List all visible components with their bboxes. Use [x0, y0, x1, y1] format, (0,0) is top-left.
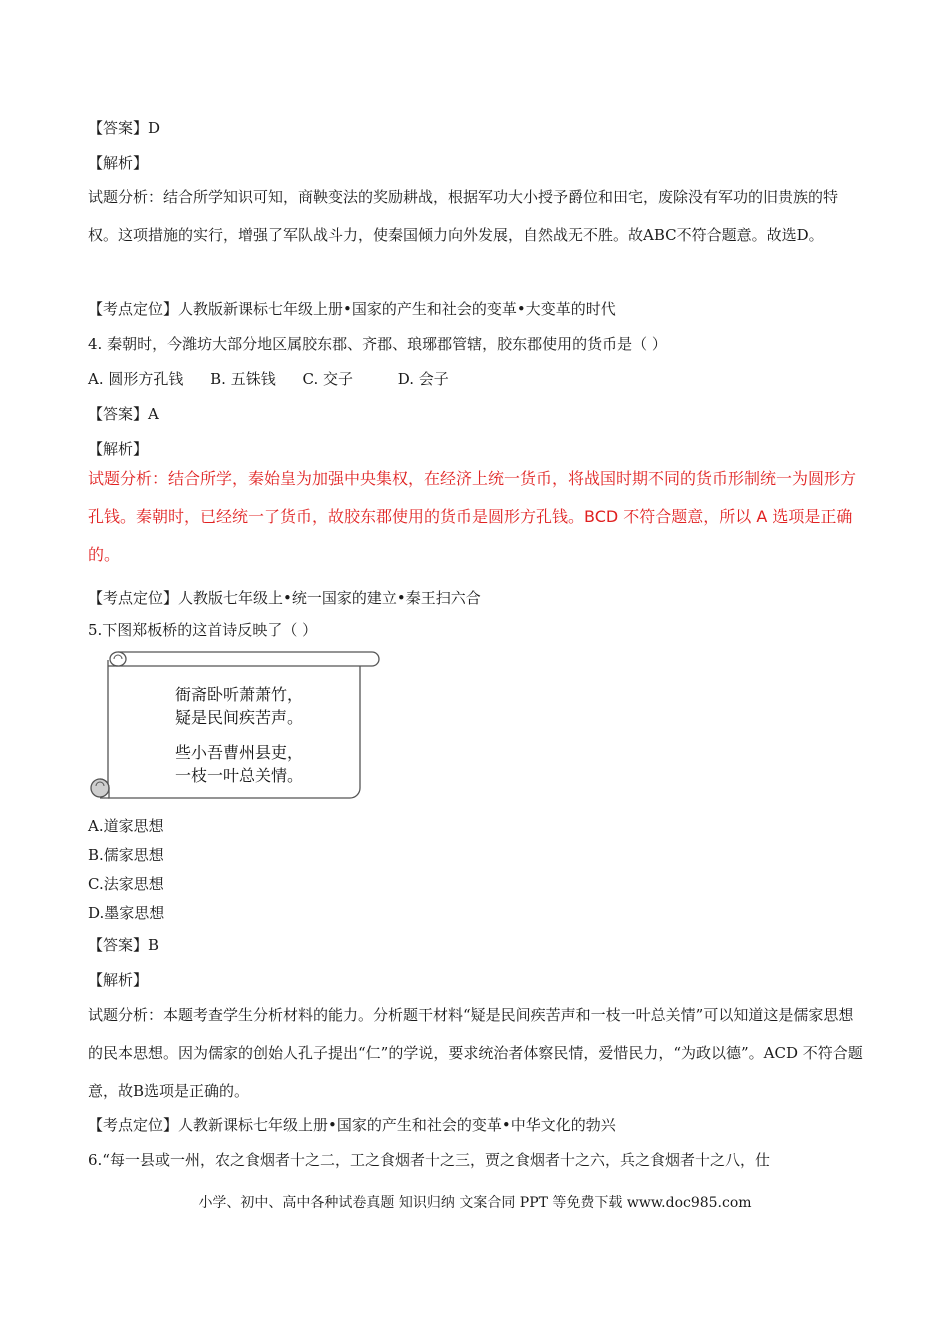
q4-option-b: B. 五铢钱	[210, 370, 276, 388]
q4-kaodian: 【考点定位】人教版七年级上•统一国家的建立•秦王扫六合	[88, 589, 481, 607]
q4-option-d: D. 会子	[397, 370, 449, 388]
q4-question: 4. 秦朝时，今潍坊大部分地区属胶东郡、齐郡、琅琊郡管辖，胶东郡使用的货币是（ ）	[88, 335, 667, 353]
q4-option-c: C. 交子	[302, 370, 353, 388]
page-footer: 小学、初中、高中各种试卷真题 知识归纳 文案合同 PPT 等免费下载 www.doc985.com	[198, 1195, 752, 1211]
q4-options	[88, 368, 471, 390]
q4-analysis-label: 【解析】	[88, 440, 149, 458]
poem-line-4: 一枝一叶总关情。	[175, 766, 304, 785]
q4-answer: 【答案】A	[88, 405, 159, 423]
q5-analysis-text: 试题分析：本题考查学生分析材料的能力。分析题干材料“疑是民间疾苦声和一枝一叶总关情”可以知道这是儒家思想的民本思想。因为儒家的创始人孔子提出“仁”的学说，要求统治者体察民情，爱惜民力，“为政以德”。ACD 不符合题意，故B选项是正确的。	[88, 1006, 863, 1100]
q5-option-b: B.儒家思想	[88, 846, 164, 864]
q5-analysis-label: 【解析】	[88, 971, 149, 989]
poem-line-1: 衙斋卧听萧萧竹，	[175, 685, 304, 704]
q5-option-d: D.墨家思想	[88, 904, 165, 922]
q3-analysis-text: 试题分析：结合所学知识可知，商鞅变法的奖励耕战，根据军功大小授予爵位和田宅，废除没有军功的旧贵族的特权。这项措施的实行，增强了军队战斗力，使秦国倾力向外发展，自然战无不胜。故ABC不符合题意。故选D。	[88, 188, 839, 244]
poem-line-3: 些小吾曹州县吏，	[175, 743, 304, 762]
q3-answer: 【答案】D	[88, 119, 161, 137]
q3-kaodian: 【考点定位】人教版新课标七年级上册•国家的产生和社会的变革•大变革的时代	[88, 300, 616, 318]
poem-line-2: 疑是民间疾苦声。	[175, 708, 304, 727]
q5-kaodian: 【考点定位】人教新课标七年级上册•国家的产生和社会的变革•中华文化的勃兴	[88, 1116, 616, 1134]
q5-question: 5.下图郑板桥的这首诗反映了（ ）	[88, 621, 318, 639]
q3-analysis-label: 【解析】	[88, 154, 149, 172]
q5-answer: 【答案】B	[88, 936, 160, 954]
q4-analysis-text: 试题分析：结合所学，秦始皇为加强中央集权，在经济上统一货币，将战国时期不同的货币形制统一为圆形方孔钱。秦朝时，已经统一了货币，故胶东郡使用的货币是圆形方孔钱。BCD 不符合题意，所以 A 选项是正确的。	[88, 469, 857, 564]
q5-option-a: A.道家思想	[88, 817, 164, 835]
q6-question: 6.“每一县或一州，农之食烟者十之二，工之食烟者十之三，贾之食烟者十之六，兵之食烟者十之八，仕	[88, 1151, 770, 1169]
q5-option-c: C.法家思想	[88, 875, 164, 893]
q4-option-a: A. 圆形方孔钱	[88, 370, 184, 388]
